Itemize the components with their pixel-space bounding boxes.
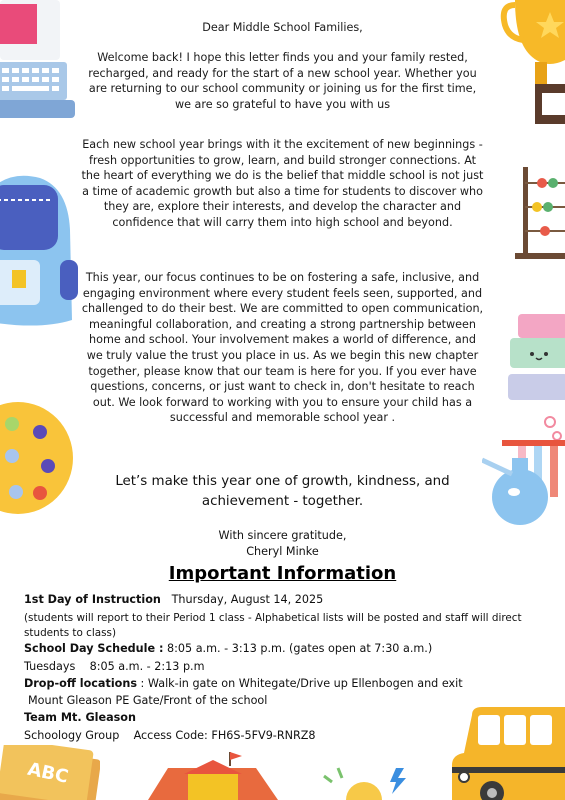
tuesdays-row <box>24 660 544 673</box>
book-icon <box>0 745 100 800</box>
abacus-icon <box>515 165 565 260</box>
books-stack-icon <box>500 312 565 404</box>
dropoff-value: : Walk-in gate on Whitegate/Drive up Ellenbogen and exit <box>140 677 463 690</box>
schoology-label: Schoology Group <box>24 729 120 742</box>
schedule-value: 8:05 a.m. - 3:13 p.m. (gates open at 7:30 a.m.) <box>167 642 433 655</box>
school-building-icon <box>148 752 278 800</box>
letter-paragraph-1: Welcome back! I hope this letter finds you and your family rested, recharged, and ready for the start of a new school year. Whether you are returning to our school community or joining us for the first time, we are so grateful to have you with us <box>88 51 477 111</box>
flask-icon <box>482 412 565 532</box>
closing-block <box>80 528 485 559</box>
first-day-value: Thursday, August 14, 2025 <box>171 593 324 606</box>
lightbulb-icon <box>318 762 413 800</box>
tuesdays-value: 8:05 a.m. - 2:13 p.m <box>89 660 205 673</box>
palette-icon <box>0 400 75 515</box>
schedule-label: School Day Schedule : <box>24 642 164 655</box>
dropoff-label: Drop-off locations <box>24 677 137 690</box>
schoology-row <box>24 729 544 742</box>
team-label: Team Mt. Gleason <box>24 711 136 724</box>
call-to-action: Let’s make this year one of growth, kindness, and achievement - together. <box>115 474 450 509</box>
first-day-note: (students will report to their Period 1 class - Alphabetical lists will be posted and staff will direct students to class) <box>24 612 522 639</box>
book-abc-text: ABC <box>25 758 71 788</box>
dropoff-row <box>24 677 544 690</box>
closing-line: With sincere gratitude, <box>218 529 347 542</box>
first-day-label: 1st Day of Instruction <box>24 593 161 606</box>
laptop-icon <box>0 0 80 125</box>
schedule-row <box>24 642 544 655</box>
letter-paragraph-2: Each new school year brings with it the excitement of new beginnings - fresh opportunities to grow, learn, and build stronger connections. At the heart of everything we do is the belief that middle school is not just a time of academic growth but also a time for students to discover who they are, explore their interests, and develop the character and confidence that will carry them into high school and beyond. <box>81 138 484 229</box>
letter-paragraph-3: This year, our focus continues to be on fostering a safe, inclusive, and engaging environment where every student feels seen, supported, and challenged to do their best. We are committed to open communication, meaningful collaboration, and creating a strong partnership between home and school. Your involvement makes a world of difference, and we truly value the trust you place in us. As we begin this new chapter together, please know that our team is here for you. If you ever have questions, concerns, or just want to check in, don't hesitate to reach out. We look forward to working with you to ensure your child has a successful and memorable school year . <box>81 271 484 425</box>
signature: Cheryl Minke <box>246 544 319 558</box>
first-day-row <box>24 593 544 606</box>
dropoff-value-continued: Mount Gleason PE Gate/Front of the school <box>28 694 268 707</box>
schoology-access-code: Access Code: FH6S-5FV9-RNRZ8 <box>133 729 316 742</box>
important-info-heading: Important Information <box>168 563 397 584</box>
tuesdays-label: Tuesdays <box>24 660 76 673</box>
team-row <box>24 711 544 724</box>
backpack-icon <box>0 170 80 330</box>
trophy-icon <box>495 0 565 130</box>
letter-greeting: Dear Middle School Families, <box>202 21 363 34</box>
